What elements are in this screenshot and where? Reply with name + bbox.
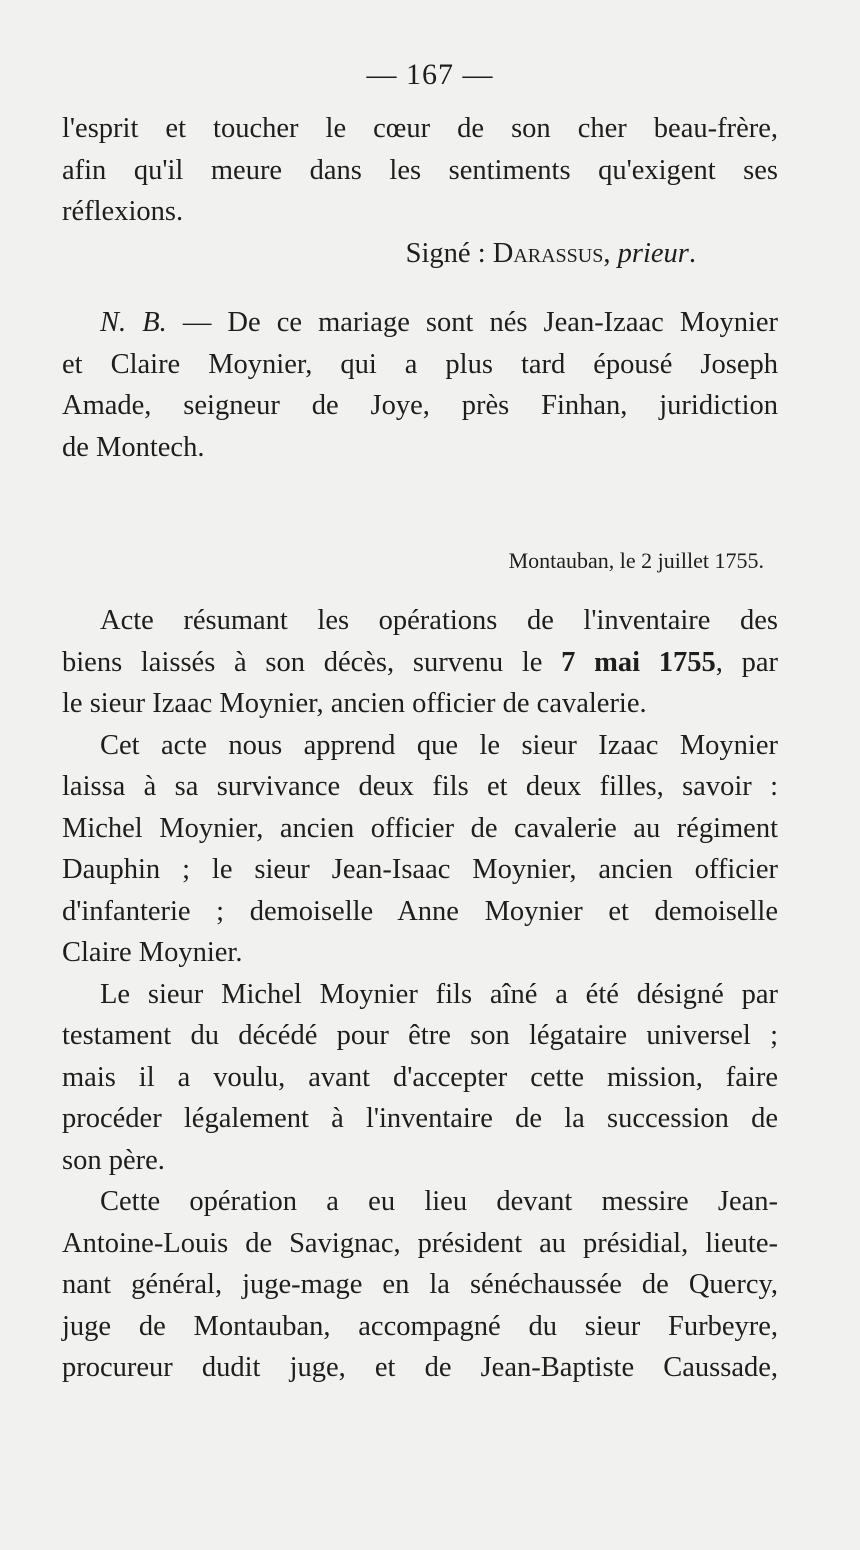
text-line: Claire Moynier. bbox=[62, 937, 243, 968]
page-number: — 167 — bbox=[366, 58, 494, 91]
text-line: laissa à sa survivance deux fils et deux filles, savoir : bbox=[62, 771, 778, 802]
text-line: procéder légalement à l'inventaire de la succession de bbox=[62, 1103, 778, 1134]
text-line bbox=[62, 302, 778, 344]
text-line: son père. bbox=[62, 1144, 165, 1176]
text-line: afin qu'il meure dans les sentiments qu'exigent ses bbox=[62, 154, 778, 186]
text-segment: , par bbox=[715, 646, 778, 678]
text-line: juge de Montauban, accompagné du sieur Furbeyre, bbox=[62, 1310, 778, 1342]
signature-sep: , bbox=[603, 237, 618, 269]
text-line: Cette opération a eu lieu devant messire Jean- bbox=[100, 1186, 778, 1217]
text-line: Cet acte nous apprend que le sieur Izaac Moynier bbox=[100, 729, 778, 761]
text-line: Acte résumant les opérations de l'inventaire des bbox=[100, 605, 778, 636]
text-line: Le sieur Michel Moynier fils aîné a été désigné par bbox=[100, 978, 778, 1010]
signature-end: . bbox=[688, 237, 696, 269]
text-line: mais il a voulu, avant d'accepter cette mission, faire bbox=[62, 1061, 778, 1093]
text-line: Amade, seigneur de Joye, près Finhan, juridiction bbox=[62, 390, 778, 421]
signature-line bbox=[62, 233, 778, 275]
note-paragraph bbox=[62, 302, 778, 468]
note-label: N. B. bbox=[100, 307, 167, 338]
text-line: réflexions. bbox=[62, 196, 184, 227]
text-line: de Montech. bbox=[62, 431, 205, 463]
signature-name: Darassus bbox=[492, 237, 604, 269]
text-line: nant général, juge-mage en la sénéchaussée de Quercy, bbox=[62, 1269, 778, 1300]
text-line: testament du décédé pour être son légataire universel ; bbox=[62, 1020, 778, 1051]
text-line: et Claire Moynier, qui a plus tard épousé Joseph bbox=[62, 348, 778, 380]
intro-paragraph bbox=[62, 108, 778, 274]
text-line: Michel Moynier, ancien officier de cavalerie au régiment bbox=[62, 812, 778, 844]
text-line: procureur dudit juge, et de Jean-Baptiste Caussade, bbox=[62, 1352, 778, 1383]
text-line: d'infanterie ; demoiselle Anne Moynier et demoiselle bbox=[62, 895, 778, 927]
note-line-text: — De ce mariage sont nés Jean-Izaac Moynier bbox=[166, 307, 778, 338]
dateline-block bbox=[62, 540, 778, 582]
dateline: Montauban, le 2 juillet 1755. bbox=[508, 548, 764, 573]
text-line bbox=[62, 642, 778, 684]
text-segment: biens laissés à son décès, survenu le bbox=[62, 646, 562, 678]
text-line: l'esprit et toucher le cœur de son cher beau-frère, bbox=[62, 113, 778, 144]
signature-title: prieur bbox=[617, 237, 689, 269]
text-line: Antoine-Louis de Savignac, président au présidial, lieute- bbox=[62, 1227, 778, 1259]
text-line: le sieur Izaac Moynier, ancien officier de cavalerie. bbox=[62, 688, 647, 719]
text-line: Dauphin ; le sieur Jean-Isaac Moynier, ancien officier bbox=[62, 854, 778, 885]
body-text bbox=[62, 600, 778, 1389]
death-date: 7 mai 1755 bbox=[561, 646, 716, 678]
signature-prefix: Signé : bbox=[405, 237, 493, 269]
